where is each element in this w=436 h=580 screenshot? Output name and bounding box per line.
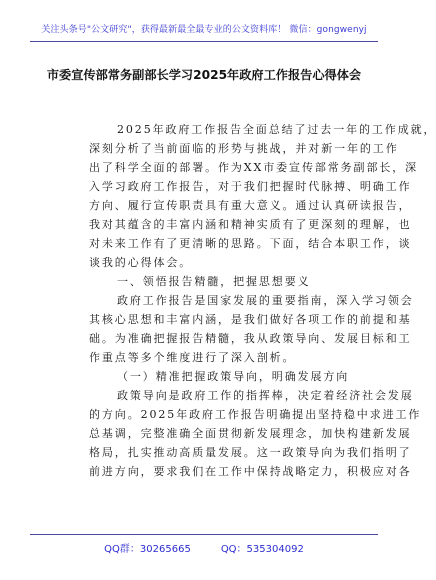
text-line: 格局，扎实推动高质量发展。这一政策导向为我们指明了 [89, 446, 412, 459]
text-line: （一）精准把握政策导向，明确发展方向 [117, 370, 350, 383]
text-line: 的方向。2025年政府工作报告明确提出坚持稳中求进工作 [89, 408, 422, 421]
text-line: 总基调，完整准确全面贯彻新发展理念，加快构建新发展 [89, 427, 412, 440]
section-heading [89, 367, 350, 386]
text-line: 前进方向，要求我们在工作中保持战略定力，积极应对各 [89, 465, 412, 478]
text-line: 对未来工作有了更清晰的思路。下面，结合本职工作，谈 [89, 237, 412, 250]
paragraph [89, 120, 436, 272]
footer-qq: QQ：535304092 [220, 544, 304, 555]
text-line: 入学习政府工作报告，对于我们把握时代脉搏、明确工作 [89, 180, 412, 193]
text-line: 方向、履行宣传职责具有重大意义。通过认真研读报告， [89, 199, 412, 212]
text-line: 其核心思想和丰富内涵，是我们做好各项工作的前提和基 [89, 313, 412, 326]
text-line: 政策导向是政府工作的指挥棒，决定着经济社会发展 [117, 389, 414, 402]
section-heading [89, 272, 340, 291]
footer-rule [30, 534, 378, 535]
text-line: 深刻分析了当前面临的形势与挑战，并对新一年的工作 [89, 142, 399, 155]
text-line: 我对其蕴含的丰富内涵和精神实质有了更深刻的理解，也 [89, 218, 412, 231]
page-header [30, 22, 378, 42]
text-line: 2025年政府工作报告全面总结了过去一年的工作成就， [117, 123, 436, 136]
text-line: 础。为准确把握报告精髓，我从政策导向、发展目标和工 [89, 332, 412, 345]
text-line: 作重点等多个维度进行了深入剖析。 [89, 351, 296, 364]
footer-qq-group: QQ群：30265665 [104, 544, 191, 555]
page-footer [0, 540, 408, 555]
text-line: 一、领悟报告精髓，把握思想要义 [117, 275, 311, 288]
document-title: 市委宣传部常务副部长学习2025年政府工作报告心得体会 [46, 68, 362, 82]
text-line: 谈我的心得体会。 [89, 256, 193, 269]
paragraph [89, 386, 422, 481]
paragraph [89, 291, 414, 367]
text-line: 出了科学全面的部署。作为XX市委宣传部常务副部长，深 [89, 161, 419, 174]
header-notice: 关注头条号"公文研究"，获得最新最全最专业的公文资料库！ 微信：gongwenyj [41, 25, 367, 35]
text-line: 政府工作报告是国家发展的重要指南，深入学习领会 [117, 294, 414, 307]
document-body [89, 120, 436, 481]
header-rule [30, 41, 378, 42]
